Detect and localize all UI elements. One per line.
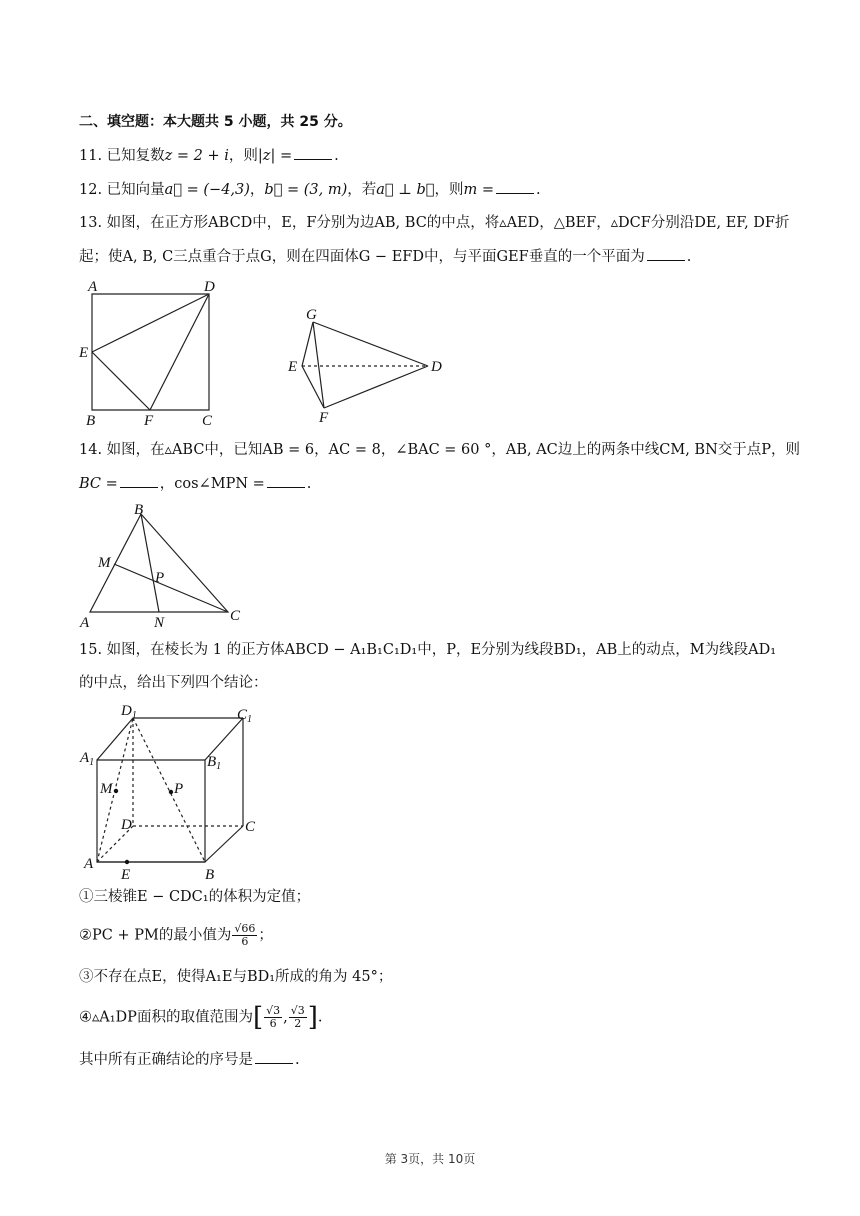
conclusion-2 bbox=[79, 923, 273, 948]
point-M bbox=[114, 789, 118, 793]
label-C1: $C_1$ bbox=[237, 707, 253, 725]
label-N: N bbox=[154, 615, 165, 630]
question-14-line1: 14. 如图，在▵ABC中，已知AB = 6，AC = 8，∠BAC = 60 °，AB, AC边上的两条中线CM, BN交于点P，则 bbox=[79, 442, 801, 458]
answer-blank[interactable] bbox=[496, 179, 534, 194]
label-C: C bbox=[202, 413, 213, 429]
point-E bbox=[125, 860, 129, 864]
q11-mid: ，则 bbox=[228, 148, 258, 164]
label-B: B bbox=[205, 867, 215, 883]
q12-cond-pre: ，若 bbox=[347, 182, 377, 198]
q12-vector-a: a⃗ = (−4,3) bbox=[164, 182, 250, 198]
question-15-line1: 15. 如图，在棱长为 1 的正方体ABCD − A₁B₁C₁D₁中，P，E分别为线段BD₁，AB上的动点，M为线段AD₁ bbox=[79, 642, 777, 658]
c4-end: . bbox=[317, 1009, 323, 1026]
question-14-line2 bbox=[79, 473, 311, 494]
answer-blank[interactable] bbox=[120, 473, 158, 488]
q14-end: . bbox=[306, 476, 312, 492]
label-B: B bbox=[134, 502, 144, 518]
label-D: D bbox=[121, 817, 132, 833]
question-13-line2 bbox=[79, 246, 691, 267]
label-C: C bbox=[245, 819, 256, 835]
c4-text: ④▵A₁DP面积的取值范围为 bbox=[79, 1009, 253, 1026]
label-C: C bbox=[230, 608, 241, 624]
q12-vector-b: b⃗ = (3, m) bbox=[264, 182, 348, 198]
label-A: A bbox=[80, 615, 90, 630]
q11-ask: |z| = bbox=[257, 148, 293, 164]
label-M: M bbox=[100, 781, 113, 797]
conclusion-4: ④▵A₁DP面积的取值范围为[ $\frac{√3}{6}$ , $\frac{√3}{2}$ ]. bbox=[79, 1002, 323, 1033]
section-heading: 二、填空题：本大题共 5 小题，共 25 分。 bbox=[79, 114, 352, 130]
final-question bbox=[79, 1049, 300, 1070]
q12-end: . bbox=[535, 182, 541, 198]
q14-bc: BC = bbox=[79, 476, 118, 492]
q11-expr: z = 2 + i bbox=[164, 148, 229, 164]
conclusion-3: ③不存在点E，使得A₁E与BD₁所成的角为 45°； bbox=[79, 969, 393, 985]
label-D: D bbox=[431, 359, 442, 375]
q11-prefix: 11. 已知复数 bbox=[79, 148, 165, 164]
q13-line2-text: 起；使A, B, C三点重合于点G，则在四面体G − EFD中，与平面GEF垂直的一个平面为 bbox=[79, 249, 645, 265]
point-P bbox=[169, 790, 173, 794]
question-11 bbox=[79, 145, 339, 166]
answer-blank[interactable] bbox=[647, 246, 685, 261]
question-15-line2: 的中点，给出下列四个结论： bbox=[79, 675, 268, 691]
label-P: P bbox=[155, 570, 165, 586]
figure-13-tetrahedron bbox=[286, 302, 446, 426]
figure-15-cube bbox=[78, 700, 268, 884]
q12-prefix: 12. 已知向量 bbox=[79, 182, 165, 198]
final-text: 其中所有正确结论的序号是 bbox=[79, 1052, 253, 1068]
c2-text: ②PC + PM的最小值为 bbox=[79, 927, 232, 944]
label-E: E bbox=[288, 359, 298, 375]
label-E: E bbox=[121, 867, 131, 883]
q14-cos: ，cos∠MPN = bbox=[159, 476, 265, 492]
label-D: D bbox=[204, 279, 215, 295]
label-A: A bbox=[84, 856, 94, 872]
q12-cond: a⃗ ⊥ b⃗ bbox=[376, 182, 435, 198]
q12-mid: ，则 bbox=[434, 182, 464, 198]
c2-end: ； bbox=[258, 927, 273, 944]
label-G: G bbox=[306, 307, 317, 323]
figure-14-triangle bbox=[76, 500, 256, 630]
final-end: . bbox=[295, 1052, 300, 1068]
label-F: F bbox=[144, 413, 154, 429]
label-F: F bbox=[319, 410, 329, 426]
label-B1: $B_1$ bbox=[207, 754, 222, 772]
q11-end: . bbox=[334, 148, 339, 164]
label-P: P bbox=[174, 781, 184, 797]
fraction: $\frac{√66}{6}$ bbox=[234, 922, 256, 948]
q12-ask: m = bbox=[463, 182, 494, 198]
label-E: E bbox=[79, 345, 89, 361]
label-D1: $D_1$ bbox=[121, 703, 137, 721]
figure-13-square bbox=[78, 278, 228, 430]
answer-blank[interactable] bbox=[267, 473, 305, 488]
label-B: B bbox=[86, 413, 96, 429]
fraction: $\frac{√3}{2}$ bbox=[290, 1004, 305, 1030]
question-13-line1: 13. 如图，在正方形ABCD中，E，F分别为边AB, BC的中点，将▵AED，△BEF，▵DCF分别沿DE, EF, DF折 bbox=[79, 215, 790, 231]
answer-blank[interactable] bbox=[294, 145, 332, 160]
label-A1: $A_1$ bbox=[80, 750, 95, 768]
label-M: M bbox=[98, 555, 111, 571]
page-footer: 第 3页，共 10页 bbox=[384, 1152, 476, 1166]
conclusion-1: ①三棱锥E − CDC₁的体积为定值； bbox=[79, 889, 311, 905]
label-A: A bbox=[88, 279, 98, 295]
q13-end: . bbox=[686, 249, 692, 265]
question-12: 12. 已知向量a⃗ = (−4,3)，b⃗ = (3, m)，若a⃗ ⊥ b⃗，则m = . bbox=[79, 179, 541, 200]
answer-blank[interactable] bbox=[255, 1049, 293, 1064]
fraction: $\frac{√3}{6}$ bbox=[266, 1004, 281, 1030]
